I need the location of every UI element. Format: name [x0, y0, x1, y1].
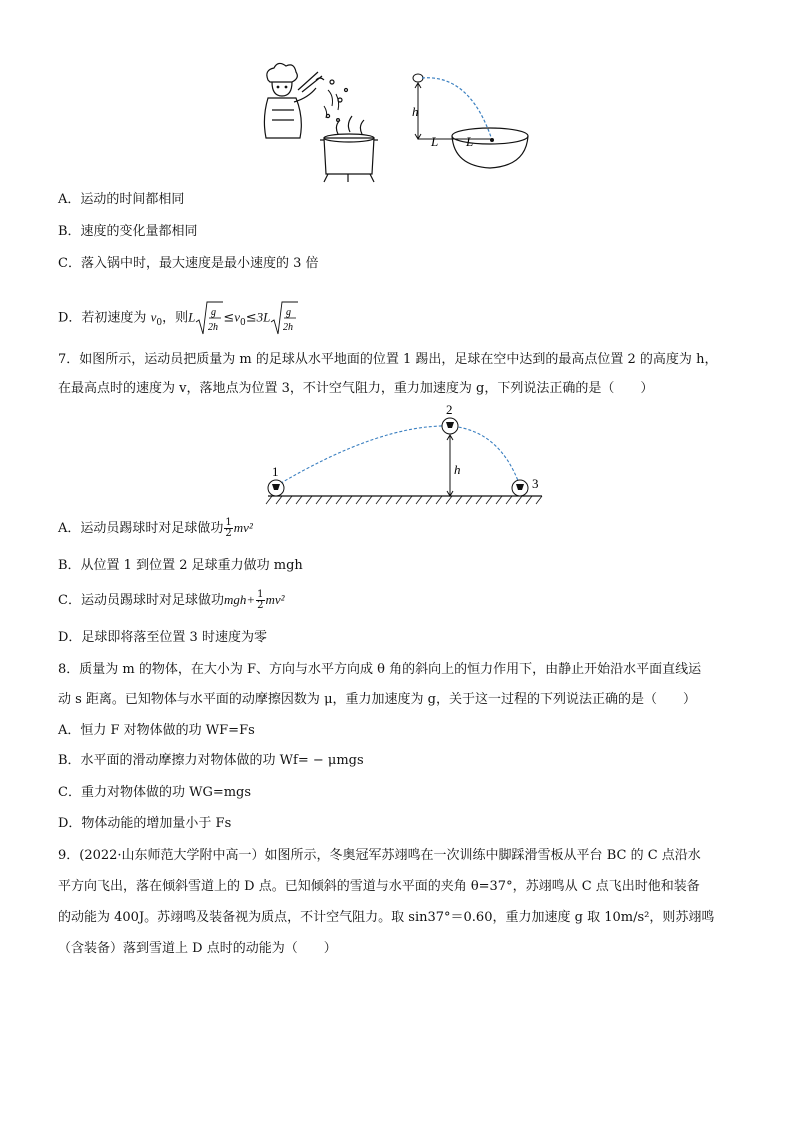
q7-stem-line1: 7．如图所示，运动员把质量为 m 的足球从水平地面的位置 1 踢出，足球在空中达到的最高点位置 2 的高度为 h， — [58, 352, 718, 367]
q8-option-b: B．水平面的滑动摩擦力对物体做的功 Wf= − μmgs — [58, 753, 364, 768]
football-trajectory-diagram — [260, 402, 550, 506]
dough-start-point — [413, 74, 423, 82]
q6-d-sqrt-2 — [270, 300, 298, 336]
q6-d-v: v — [234, 309, 241, 325]
pot-body — [452, 136, 528, 168]
ball-position-2 — [442, 418, 458, 434]
q6-option-d — [58, 300, 298, 336]
pot-trajectory-diagram — [400, 66, 540, 176]
q7-a-prefix: A．运动员踢球时对足球做功 — [58, 521, 224, 536]
q6-d-mid: ，则 — [162, 310, 189, 326]
position-1-label: 1 — [272, 464, 279, 479]
ball-path — [276, 426, 520, 486]
q9-line4: （含装备）落到雪道上 D 点时的动能为（ ） — [58, 941, 337, 956]
q6-d-v0-sub: 0 — [156, 318, 163, 329]
svg-text:2h: 2h — [208, 322, 219, 333]
q6-option-a: A．运动的时间都相同 — [58, 192, 185, 207]
trajectory-curve — [422, 78, 492, 140]
q6-d-L1: L — [188, 309, 196, 325]
q8-stem-line2: 动 s 距离。已知物体与水平面的动摩擦因数为 μ，重力加速度为 g，关于这一过程的下列说法正确的是（ ） — [58, 692, 696, 707]
q8-stem-line1: 8．质量为 m 的物体，在大小为 F、方向与水平方向成 θ 角的斜向上的恒力作用下，由静止开始沿水平面直线运 — [58, 662, 702, 677]
q7-option-b: B．从位置 1 到位置 2 足球重力做功 mgh — [58, 558, 303, 573]
q6-d-le2: ≤ — [245, 310, 257, 326]
chef-illustration — [258, 60, 388, 185]
svg-text:g: g — [286, 307, 292, 318]
ball-position-3 — [512, 480, 528, 496]
q6-d-v0: v — [150, 309, 157, 325]
q9-line1: 9．(2022·山东师范大学附中高一）如图所示，冬奥冠军苏翊鸣在一次训练中脚踩滑雪板从平台 BC 的 C 点沿水 — [58, 848, 701, 863]
L1-label: L — [431, 134, 439, 149]
position-3-label: 3 — [532, 476, 539, 491]
q7-option-c — [58, 590, 285, 611]
q7-c-prefix: C．运动员踢球时对足球做功 — [58, 593, 224, 608]
q7-a-suffix: mv² — [233, 520, 253, 535]
q8-option-d: D．物体动能的增加量小于 Fs — [58, 816, 232, 831]
L2-label: L — [466, 134, 474, 149]
q6-d-sqrt-1 — [195, 300, 223, 336]
q8-option-a: A．恒力 F 对物体做的功 WF=Fs — [58, 723, 255, 738]
q6-d-v-sub: 0 — [240, 318, 246, 329]
q6-d-le1: ≤ — [223, 310, 235, 326]
q6-d-3L: 3L — [256, 309, 271, 325]
q7-stem-line2: 在最高点时的速度为 v，落地点为位置 3，不计空气阻力，重力加速度为 g，下列说法正确的是（ ） — [58, 381, 654, 396]
svg-text:g: g — [211, 307, 217, 318]
q6-option-c: C．落入锅中时，最大速度是最小速度的 3 倍 — [58, 256, 319, 271]
ball-position-1 — [268, 480, 284, 496]
position-2-label: 2 — [446, 402, 453, 417]
svg-text:2h: 2h — [283, 322, 294, 333]
q8-option-c: C．重力对物体做的功 WG=mgs — [58, 785, 252, 800]
q7-a-fraction: $\frac{1}{2}$ — [225, 517, 232, 539]
h-label: h — [412, 104, 419, 119]
q7-c-fraction: $\frac{1}{2}$ — [257, 589, 264, 611]
q6-option-b: B．速度的变化量都相同 — [58, 224, 198, 239]
q9-line2: 平方向飞出，落在倾斜雪道上的 D 点。已知倾斜的雪道与水平面的夹角 θ=37°，苏翊鸣从 C 点飞出时他和装备 — [58, 879, 700, 894]
h-label: h — [454, 462, 461, 477]
q9-line3: 的动能为 400J。苏翊鸣及装备视为质点，不计空气阻力。取 sin37°＝0.60，重力加速度 g 取 10m/s²，则苏翊鸣 — [58, 910, 715, 925]
q7-c-mgh: mgh+ — [223, 592, 256, 607]
q7-option-d: D．足球即将落至位置 3 时速度为零 — [58, 630, 267, 645]
q7-c-suffix: mv² — [265, 592, 285, 607]
q7-option-a — [58, 518, 253, 539]
q6-d-prefix: D．若初速度为 — [58, 310, 147, 326]
